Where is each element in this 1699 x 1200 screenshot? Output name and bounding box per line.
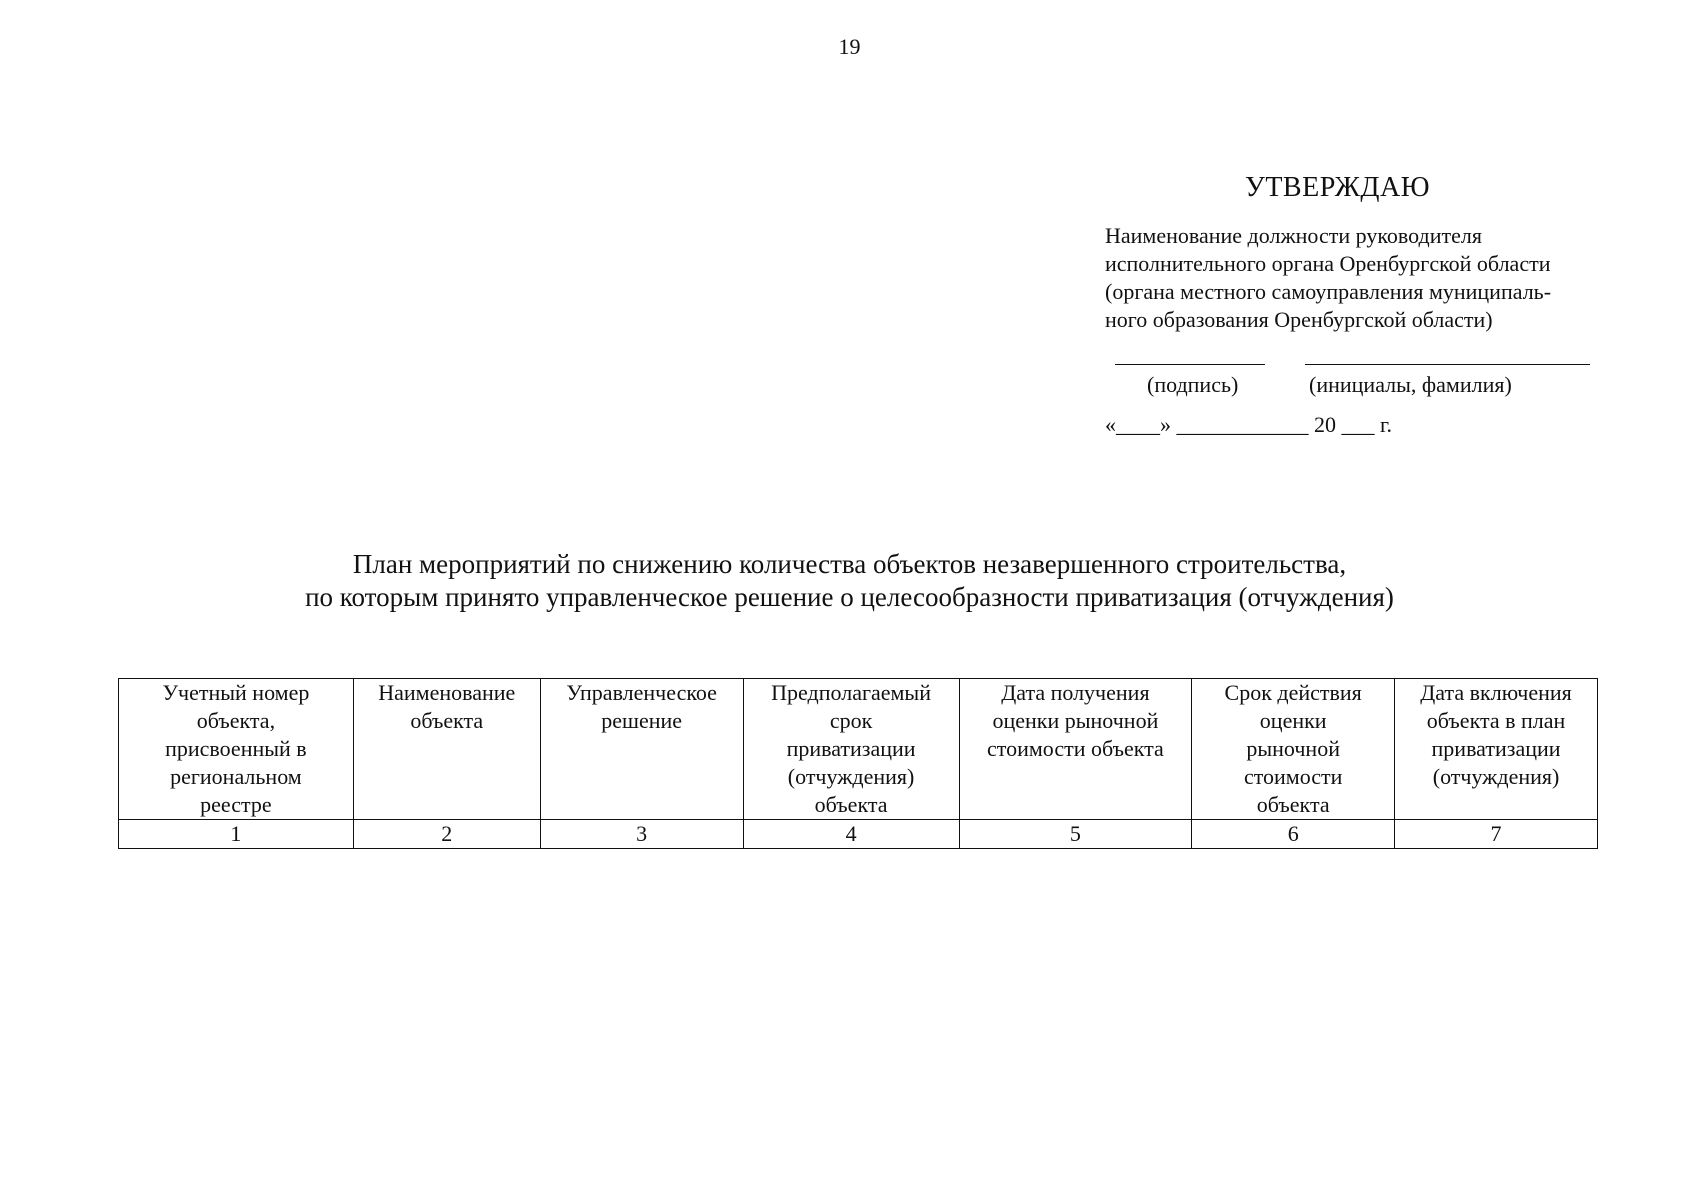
table-number-row bbox=[119, 820, 1598, 849]
document-title-line: План мероприятий по снижению количества объектов незавершенного строительства, bbox=[352, 549, 1347, 579]
signature-lines bbox=[1105, 342, 1625, 372]
header-valuation-date: Дата получения оценки рыночной стоимости объекта bbox=[959, 679, 1192, 820]
signature-captions bbox=[1105, 372, 1625, 402]
header-expected-term: Предполагаемый срок приватизации (отчуждения) объекта bbox=[743, 679, 959, 820]
column-number: 6 bbox=[1192, 820, 1395, 849]
approval-title: УТВЕРЖДАЮ bbox=[1245, 172, 1430, 203]
position-line: Наименование должности руководителя bbox=[1105, 223, 1482, 248]
position-line: (органа местного самоуправления муниципаль- bbox=[1105, 279, 1552, 304]
header-inclusion-date: Дата включения объекта в план приватизации (отчуждения) bbox=[1395, 679, 1598, 820]
column-number: 4 bbox=[743, 820, 959, 849]
document-title bbox=[0, 548, 1699, 614]
approver-position bbox=[1105, 222, 1625, 334]
table-header-row bbox=[119, 679, 1598, 820]
plan-table bbox=[118, 678, 1598, 849]
header-object-name: Наименование объекта bbox=[353, 679, 540, 820]
column-number: 7 bbox=[1395, 820, 1598, 849]
date-line: «____» ____________ 20 ___ г. bbox=[1105, 412, 1393, 437]
name-line bbox=[1305, 364, 1590, 365]
column-number: 5 bbox=[959, 820, 1192, 849]
header-valuation-validity: Срок действия оценки рыночной стоимости объекта bbox=[1192, 679, 1395, 820]
column-number: 2 bbox=[353, 820, 540, 849]
approval-block bbox=[1105, 172, 1625, 438]
header-account-number: Учетный номер объекта, присвоенный в региональном реестре bbox=[119, 679, 354, 820]
page-number: 19 bbox=[838, 34, 861, 59]
header-management-decision: Управленческое решение bbox=[540, 679, 743, 820]
position-line: ного образования Оренбургской области) bbox=[1105, 307, 1493, 332]
name-caption: (инициалы, фамилия) bbox=[1309, 372, 1512, 397]
column-number: 3 bbox=[540, 820, 743, 849]
signature-caption: (подпись) bbox=[1147, 372, 1239, 397]
document-title-line: по которым принято управленческое решение о целесообразности приватизация (отчуждения) bbox=[305, 582, 1394, 612]
column-number: 1 bbox=[119, 820, 354, 849]
position-line: исполнительного органа Оренбургской области bbox=[1105, 251, 1551, 276]
signature-line bbox=[1115, 364, 1265, 365]
